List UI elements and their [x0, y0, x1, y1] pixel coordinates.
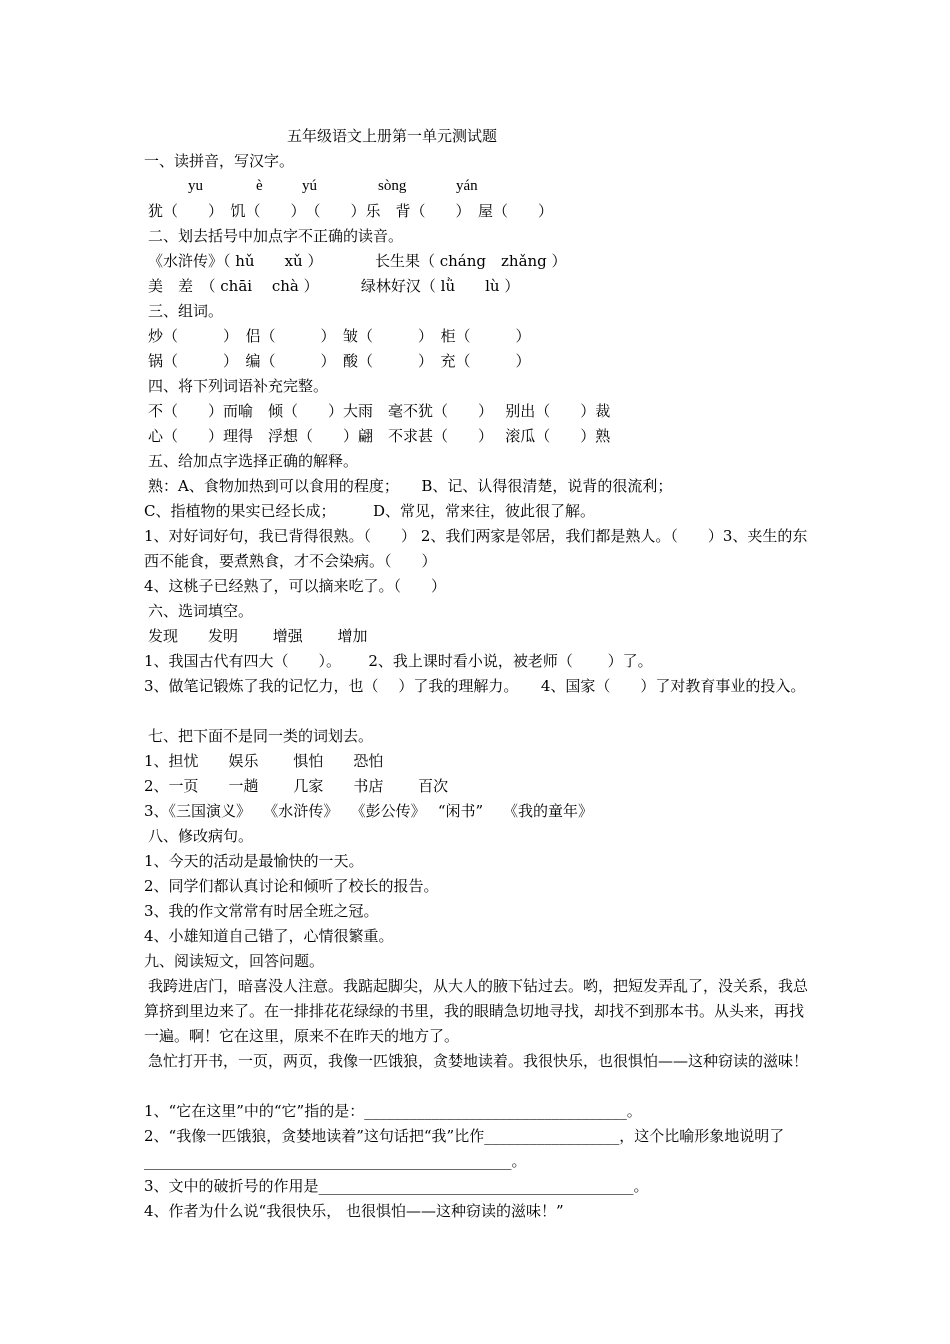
section-9-question-1: 1、“它在这里”中的“它”指的是：___________________________________。	[144, 1102, 642, 1120]
section-4-line-2: 心（ ）理得 浮想（ ）翩 不求甚（ ） 滚瓜（ ）熟	[148, 427, 611, 445]
page-title: 五年级语文上册第一单元测试题	[287, 127, 498, 145]
passage-paragraph-1: 我跨进店门，暗喜没人注意。我踮起脚尖，从大人的腋下钻过去。哟，把短发弄乱了，没关系，我总算挤到里边来了。在一排排花花绿绿的书里，我的眼睛急切地寻找，却找不到那本书。从头来，再找一遍。啊！它在这里，原来不在昨天的地方了。	[144, 977, 809, 1045]
section-1-chars: 犹（ ） 饥（ ） （ ）乐 背（ ） 屋（ ）	[148, 202, 554, 220]
pinyin-2: è	[256, 178, 263, 194]
section-6-question-3-4: 3、做笔记锻炼了我的记忆力，也（ ）了我的理解力。 4、国家（ ）了对教育事业的投入。	[144, 677, 806, 695]
pinyin-3: yú	[302, 178, 317, 194]
section-1-heading: 一、读拼音，写汉字。	[144, 152, 295, 170]
section-5-heading: 五、给加点字选择正确的解释。	[148, 452, 359, 470]
word-choices: 发现 发明 增强 增加	[148, 627, 368, 645]
section-8-heading: 八、修改病句。	[148, 827, 254, 845]
section-2-line-2: 美 差 （ chāi chà ） 绿林好汉（ lǜ lù ）	[148, 277, 520, 295]
section-9-question-3: 3、文中的破折号的作用是__________________________________________。	[144, 1177, 649, 1195]
section-5-question-1-3: 1、对好词好句，我已背得很熟。（ ） 2、我们两家是邻居，我们都是熟人。（ ）3、夹生的东西不能食，要煮熟食，才不会染病。（ ）	[144, 527, 808, 570]
section-6-question-1-2: 1、我国古代有四大（ ）。 2、我上课时看小说，被老师（ ）了。	[144, 652, 653, 670]
passage-paragraph-2: 急忙打开书，一页，两页，我像一匹饿狼，贪婪地读着。我很快乐，也很惧怕——这种窃读的滋味！	[148, 1052, 809, 1070]
pinyin-5: yán	[456, 178, 478, 194]
pinyin-4: sòng	[378, 178, 407, 194]
definition-1: 熟：A、食物加热到可以食用的程度； B、记、认得很清楚，说背的很流利；	[148, 477, 673, 495]
section-7-line-3: 3、《三国演义》 《水浒传》 《彭公传》 “闲书” 《我的童年》	[144, 802, 593, 820]
section-3-line-1: 炒（ ） 侣（ ） 皱（ ） 柜（ ）	[148, 327, 531, 345]
section-8-line-3: 3、我的作文常常有时居全班之冠。	[144, 902, 379, 920]
section-4-heading: 四、将下列词语补充完整。	[148, 377, 329, 395]
section-7-heading: 七、把下面不是同一类的词划去。	[148, 727, 374, 745]
section-3-line-2: 锅（ ） 编（ ） 酸（ ） 充（ ）	[148, 352, 531, 370]
section-4-line-1: 不（ ）而喻 倾（ ）大雨 毫不犹（ ） 别出（ ）裁	[148, 402, 611, 420]
section-3-heading: 三、组词。	[148, 302, 224, 320]
section-5-question-4: 4、这桃子已经熟了，可以摘来吃了。（ ）	[144, 577, 447, 595]
pinyin-1: yu	[188, 178, 203, 194]
section-8-line-2: 2、同学们都认真讨论和倾听了校长的报告。	[144, 877, 439, 895]
section-2-heading: 二、划去括号中加点字不正确的读音。	[148, 227, 404, 245]
section-9-question-2: 2、“我像一匹饿狼，贪婪地读着”这句话把“我”比作__________________，这个比喻形象地说明了_________________________________________________。	[144, 1127, 785, 1170]
section-9-question-4: 4、作者为什么说“我很快乐， 也很惧怕——这种窃读的滋味！”	[144, 1202, 564, 1220]
section-7-line-1: 1、担忧 娱乐 惧怕 恐怕	[144, 752, 384, 770]
section-2-line-1: 《水浒传》（ hǔ xǔ ） 长生果（ cháng zhǎng ）	[148, 252, 567, 270]
section-9-heading: 九、阅读短文，回答问题。	[144, 952, 325, 970]
section-6-heading: 六、选词填空。	[148, 602, 254, 620]
definition-2: C、指植物的果实已经长成； D、常见，常来往，彼此很了解。	[144, 502, 596, 520]
section-8-line-1: 1、今天的活动是最愉快的一天。	[144, 852, 364, 870]
section-7-line-2: 2、一页 一趟 几家 书店 百次	[144, 777, 449, 795]
section-8-line-4: 4、小雄知道自己错了，心情很繁重。	[144, 927, 394, 945]
